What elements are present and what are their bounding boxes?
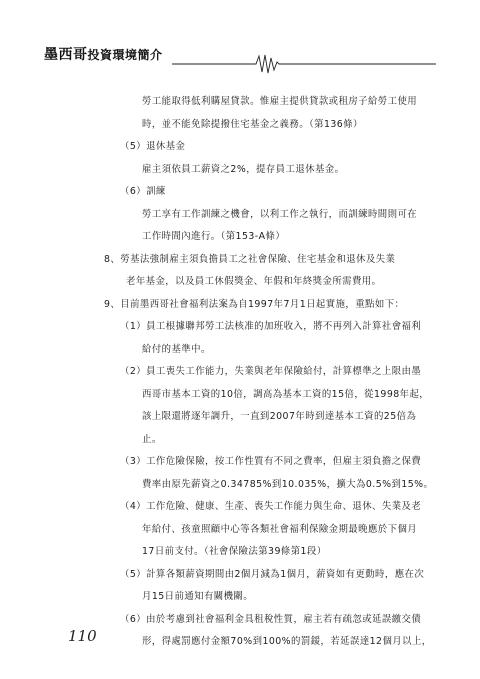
text-line: 給付的基準中。 xyxy=(142,344,211,355)
text-line: 老年基金，以及員工休假獎金、年假和年終獎金所需費用。 xyxy=(126,276,382,287)
text-line: 西哥市基本工資的10倍，調高為基本工資的15倍，從1998年起， xyxy=(142,389,430,400)
text-line: 該上限還將逐年調升，一直到2007年時到達基本工資的25倍為 xyxy=(142,411,417,422)
running-header xyxy=(44,38,436,68)
text-line: （4）工作危險、健康、生產、喪失工作能力與生命、退休、失業及老 xyxy=(120,501,422,512)
text-line: 費率由原先薪資之0.34785%到10.035%，擴大為0.5%到15%。 xyxy=(142,479,434,490)
text-line: 形，得處罰應付金額70%到100%的罰鍰，若延誤達12個月以上， xyxy=(142,636,432,647)
text-line: （5）退休基金 xyxy=(120,141,186,152)
header-title-main: 墨西哥 xyxy=(44,47,88,63)
text-line: 止。 xyxy=(142,434,162,445)
text-line: 8、勞基法強制雇主須負擔員工之社會保險、住宅基金和退休及失業 xyxy=(104,254,396,265)
page-number: 110 xyxy=(68,627,97,645)
text-line: （5）計算各類薪資期間由2個月減為1個月，薪資如有更動時，應在次 xyxy=(120,569,425,580)
text-line: 年給付、孩童照顧中心等各類社會福利保險金期最晚應於下個月 xyxy=(142,524,418,535)
text-line: 17日前支付。（社會保險法第39條第1段） xyxy=(142,546,327,557)
header-title xyxy=(44,44,163,64)
text-line: 雇主須依員工薪資之2%，提存員工退休基金。 xyxy=(142,164,345,175)
text-line: 時，並不能免除提撥住宅基金之義務。（第136條） xyxy=(142,119,363,130)
pulse-line-ornament xyxy=(172,52,436,76)
text-line: 工作時間內進行。（第153-A條） xyxy=(142,231,286,242)
text-line: 勞工能取得低利購屋貸款。惟雇主提供貸款或租房子給勞工使用 xyxy=(142,96,418,107)
text-line: （2）員工喪失工作能力，失業與老年保險給付，計算標準之上限由墨 xyxy=(120,366,422,377)
text-line: （6）訓練 xyxy=(120,186,166,197)
text-line: 9、目前墨西哥社會福利法案為自1997年7月1日起實施，重點如下： xyxy=(104,299,405,310)
text-line: （3）工作危險保險，按工作性質有不同之費率，但雇主須負擔之保費 xyxy=(120,456,422,467)
text-line: （6）由於考慮到社會福利金具租稅性質，雇主若有疏忽或延誤繳交債 xyxy=(120,614,422,625)
text-line: 月15日前通知有關機關。 xyxy=(142,591,254,602)
text-line: （1）員工根據聯邦勞工法核准的加班收入，將不再列入計算社會福利 xyxy=(120,321,422,332)
header-title-sub: 投資環境簡介 xyxy=(87,48,163,62)
text-line: 勞工享有工作訓練之機會，以利工作之執行，而訓練時間則可在 xyxy=(142,209,418,220)
